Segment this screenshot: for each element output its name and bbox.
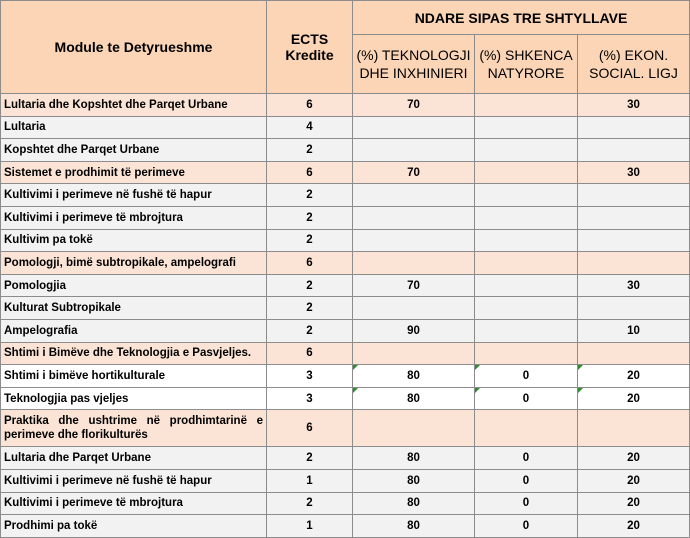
ekon-value: 20 xyxy=(578,515,690,538)
module-name: Kultivimi i perimeve në fushë të hapur xyxy=(1,184,267,207)
shkenca-value: 0 xyxy=(475,492,578,515)
table-row xyxy=(1,94,690,117)
tech-value xyxy=(353,342,475,365)
module-name: Pomologji, bimë subtropikale, ampelografi xyxy=(1,252,267,275)
header-ects-line2: Kredite xyxy=(285,47,334,63)
ekon-value: 20 xyxy=(578,387,690,410)
ects-value: 2 xyxy=(267,206,353,229)
module-name: Lultaria dhe Parqet Urbane xyxy=(1,447,267,470)
shkenca-value xyxy=(475,116,578,139)
shkenca-value: 0 xyxy=(475,469,578,492)
table-row xyxy=(1,342,690,365)
header-ects xyxy=(267,1,353,94)
tech-value: 70 xyxy=(353,161,475,184)
tech-value xyxy=(353,252,475,275)
tech-value xyxy=(353,410,475,447)
table-row xyxy=(1,161,690,184)
shkenca-value xyxy=(475,184,578,207)
module-name: Lultaria dhe Kopshtet dhe Parqet Urbane xyxy=(1,94,267,117)
ekon-value: 10 xyxy=(578,319,690,342)
tech-value: 70 xyxy=(353,274,475,297)
table-row xyxy=(1,206,690,229)
tech-value: 80 xyxy=(353,469,475,492)
shkenca-value: 0 xyxy=(475,387,578,410)
tech-value xyxy=(353,116,475,139)
ects-value: 2 xyxy=(267,184,353,207)
ects-value: 6 xyxy=(267,94,353,117)
table-row xyxy=(1,387,690,410)
table-row xyxy=(1,365,690,388)
shkenca-value xyxy=(475,410,578,447)
table-row xyxy=(1,515,690,538)
table-row xyxy=(1,252,690,275)
module-name: Praktika dhe ushtrime në prodhimtarinë e perimeve dhe florikulturës xyxy=(1,410,267,447)
ects-value: 2 xyxy=(267,319,353,342)
table-row xyxy=(1,274,690,297)
module-name: Prodhimi pa tokë xyxy=(1,515,267,538)
tech-value xyxy=(353,297,475,320)
header-ects-line1: ECTS xyxy=(290,31,329,47)
ects-value: 6 xyxy=(267,410,353,447)
tech-value xyxy=(353,139,475,162)
table-row xyxy=(1,410,690,447)
ekon-value xyxy=(578,206,690,229)
ects-value: 6 xyxy=(267,342,353,365)
table-row xyxy=(1,492,690,515)
module-name: Shtimi i Bimëve dhe Teknologjia e Pasvjeljes. xyxy=(1,342,267,365)
ects-value: 2 xyxy=(267,297,353,320)
table-row xyxy=(1,319,690,342)
header-module: Module te Detyrueshme xyxy=(1,1,267,94)
ekon-value xyxy=(578,229,690,252)
tech-value: 80 xyxy=(353,365,475,388)
shkenca-value: 0 xyxy=(475,365,578,388)
shkenca-value xyxy=(475,161,578,184)
ects-value: 2 xyxy=(267,492,353,515)
ekon-value: 30 xyxy=(578,274,690,297)
module-name: Kultivimi i perimeve në fushë të hapur xyxy=(1,469,267,492)
ekon-value xyxy=(578,184,690,207)
ects-value: 6 xyxy=(267,252,353,275)
ekon-value xyxy=(578,252,690,275)
tech-value: 80 xyxy=(353,492,475,515)
table-row xyxy=(1,139,690,162)
module-name: Pomologjia xyxy=(1,274,267,297)
shkenca-value xyxy=(475,342,578,365)
module-name: Lultaria xyxy=(1,116,267,139)
header-col-shkenca: (%) SHKENCA NATYRORE xyxy=(475,35,578,94)
shkenca-value xyxy=(475,229,578,252)
ects-value: 6 xyxy=(267,161,353,184)
module-name: Kultivimi i perimeve të mbrojtura xyxy=(1,492,267,515)
module-name: Ampelografia xyxy=(1,319,267,342)
ects-value: 3 xyxy=(267,365,353,388)
ects-value: 2 xyxy=(267,139,353,162)
ekon-value xyxy=(578,342,690,365)
header-col-ekon: (%) EKON. SOCIAL. LIGJ xyxy=(578,35,690,94)
ects-value: 2 xyxy=(267,229,353,252)
ects-value: 4 xyxy=(267,116,353,139)
ekon-value xyxy=(578,297,690,320)
ekon-value xyxy=(578,116,690,139)
ekon-value xyxy=(578,410,690,447)
shkenca-value xyxy=(475,252,578,275)
ects-value: 1 xyxy=(267,469,353,492)
tech-value xyxy=(353,229,475,252)
table-row xyxy=(1,447,690,470)
module-name: Teknologjia pas vjeljes xyxy=(1,387,267,410)
ekon-value: 20 xyxy=(578,492,690,515)
tech-value: 70 xyxy=(353,94,475,117)
ects-value: 2 xyxy=(267,447,353,470)
shkenca-value: 0 xyxy=(475,447,578,470)
shkenca-value xyxy=(475,206,578,229)
module-name: Kopshtet dhe Parqet Urbane xyxy=(1,139,267,162)
header-ndare: NDARE SIPAS TRE SHTYLLAVE xyxy=(353,1,690,35)
module-name: Kulturat Subtropikale xyxy=(1,297,267,320)
ects-value: 3 xyxy=(267,387,353,410)
tech-value: 80 xyxy=(353,387,475,410)
ekon-value: 20 xyxy=(578,469,690,492)
shkenca-value xyxy=(475,274,578,297)
tech-value xyxy=(353,206,475,229)
ekon-value: 30 xyxy=(578,94,690,117)
tech-value: 80 xyxy=(353,515,475,538)
ects-value: 1 xyxy=(267,515,353,538)
table-row xyxy=(1,229,690,252)
tech-value: 80 xyxy=(353,447,475,470)
ekon-value: 20 xyxy=(578,447,690,470)
ects-value: 2 xyxy=(267,274,353,297)
shkenca-value xyxy=(475,297,578,320)
table-row xyxy=(1,469,690,492)
table-row xyxy=(1,116,690,139)
tech-value xyxy=(353,184,475,207)
shkenca-value xyxy=(475,319,578,342)
table-row xyxy=(1,297,690,320)
shkenca-value xyxy=(475,139,578,162)
shkenca-value: 0 xyxy=(475,515,578,538)
table-row xyxy=(1,184,690,207)
header-col-tech: (%) TEKNOLOGJI DHE INXHINIERI xyxy=(353,35,475,94)
module-name: Sistemet e prodhimit të perimeve xyxy=(1,161,267,184)
ekon-value xyxy=(578,139,690,162)
ekon-value: 30 xyxy=(578,161,690,184)
module-name: Shtimi i bimëve hortikulturale xyxy=(1,365,267,388)
tech-value: 90 xyxy=(353,319,475,342)
module-name: Kultivim pa tokë xyxy=(1,229,267,252)
shkenca-value xyxy=(475,94,578,117)
ekon-value: 20 xyxy=(578,365,690,388)
module-name: Kultivimi i perimeve të mbrojtura xyxy=(1,206,267,229)
